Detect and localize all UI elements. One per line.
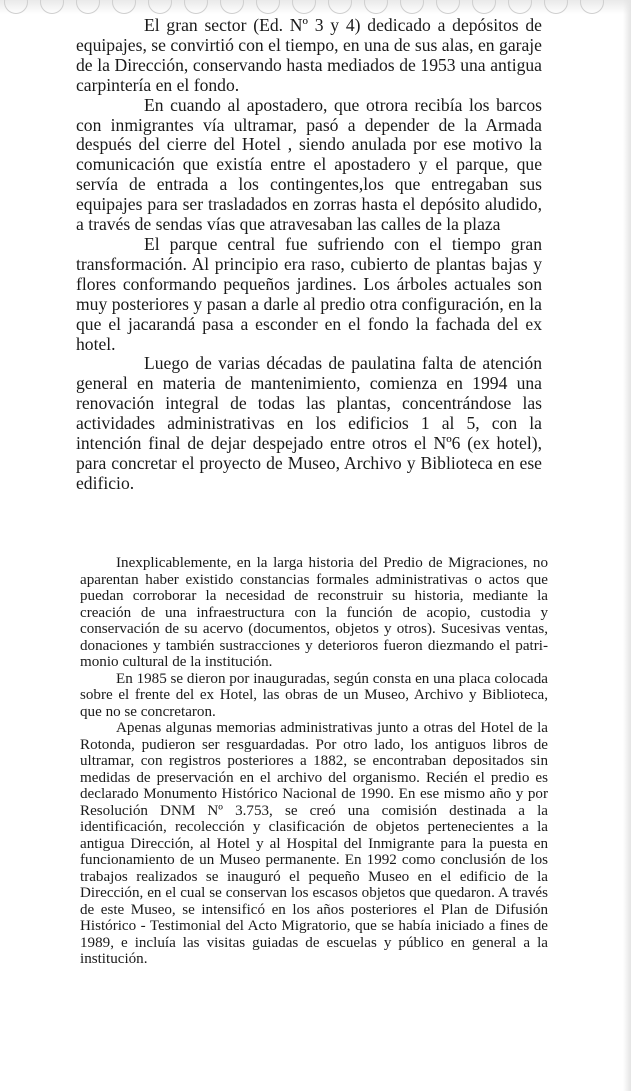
paragraph-renovation: Luego de varias décadas de paulatina falta de atención general en materia de mantenimiento, comienza en 1994 una renovación integral de todas las plantas, concentrándose las actividades administrativas en los edificios 1 al 5, con la intención final de dejar despejado entre otros el Nº6 (ex hotel), para concretar el proyecto de Museo, Archivo y Biblioteca en ese edificio. [76,353,542,493]
paragraph-1985-inauguration: En 1985 se dieron por inauguradas, según consta en una placa colocada sobre el frente del ex Hotel, las obras de un Museo, Archivo y Biblioteca, que no se concretaron. [80,670,548,720]
paragraph-heritage-loss: Inexplicablemente, en la larga historia del Predio de Migraciones, no aparentan haber existido constancias formales administrativas o actos que puedan corroborar la necesidad de reconstruir su historia, mediante la creación de una infraestructura con la función de acopio, custodia y conservación de su acervo (documentos, objetos y otros). Sucesivas ventas, donaciones y también sustracciones y deterioros fueron diezmando el patrimonio cultural de la institución. [80,555,548,670]
paragraph-luggage-depot: El gran sector (Ed. Nº 3 y 4) dedicado a depósitos de equipajes, se convirtió con el tiempo, en una de sus alas, en garaje de la Dirección, conservando hasta mediados de 1953 una antigua carpintería en el fondo. [76,15,542,95]
scan-page-edge [623,0,631,1091]
paragraph-central-park: El parque central fue sufriendo con el tiempo gran transformación. Al principio era raso, cubierto de plantas bajas y flores conformando pequeños jardines. Los árboles actuales son muy posteriores y pasan a darle al predio otra configuración, en la que el jacarandá pasa a esconder en el fondo la fachada del ex hotel. [76,233,542,354]
paragraph-museum-history: Apenas algunas memorias administrativas junto a otras del Hotel de la Rotonda, pudieron ser resguardadas. Por otro lado, los antiguos libros de ultramar, con registros posteriores a 1882, se encontraban depositados sin medidas de preservación en el archivo del organismo. Recién el predio es declarado Monumento Histórico Nacional de 1990. En ese mismo año y por Resolución DNM Nº 3.753, se creó una comisión destinada a la identificación, recolección y clasificación de objetos pertenecientes a la antigua Dirección, al Hotel y al Hospital del Inmigrante para la puesta en funcionamiento de un Museo permanente. En 1992 como conclusión de los trabajos realizados se inauguró el pequeño Museo en el edificio de la Dirección, en el cual se conservan los escasos objetos que quedaron. A través de este Museo, se intensificó en los años posteriores el Plan de Difusión Histórico - Testimonial del Acto Migratorio, que se había iniciado a fines de 1989, e incluía las visitas guiadas de escuelas y público en general a la institución. [80,720,548,967]
document-section-two [80,555,548,968]
paragraph-apostadero: En cuando al apostadero, que otrora recibía los barcos con inmigrantes vía ultramar, pasó a depender de la Armada después del cierre del Hotel , siendo anulada por ese motivo la comunicación que existía entre el apostadero y el parque, que servía de entrada a los contingentes,los que entregaban sus equipajes para ser trasladados en zorras hasta el depósito aludido, a través de sendas vías que atravesaban las calles de la plaza [76,94,542,235]
binder-ring-marks [0,0,631,16]
document-section-one [76,16,542,494]
